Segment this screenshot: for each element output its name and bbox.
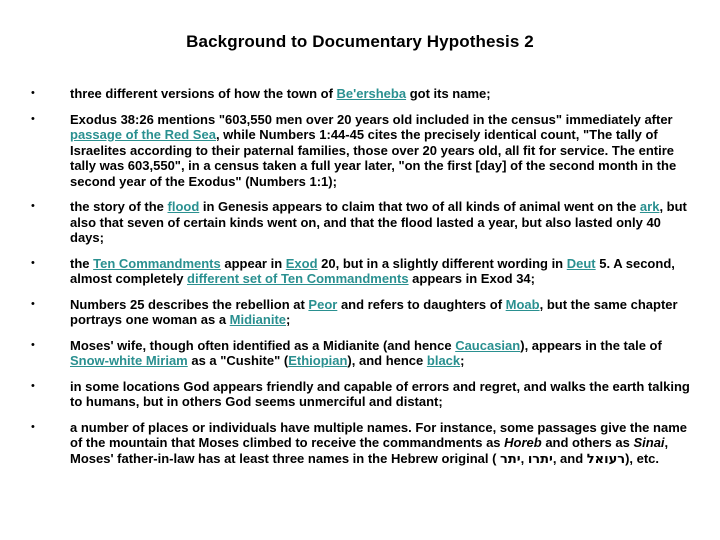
link-deut[interactable]: Deut bbox=[566, 255, 596, 271]
list-item bbox=[0, 86, 720, 102]
bullet-icon: • bbox=[31, 200, 35, 212]
item-text: Moses' wife, though often identified as a Midianite (and hence bbox=[70, 337, 456, 353]
hebrew-name: רעואל bbox=[586, 451, 626, 467]
list-item bbox=[0, 338, 720, 369]
bullet-icon: • bbox=[31, 379, 35, 392]
item-text: ), and hence bbox=[347, 353, 427, 368]
italic-term: Sinai bbox=[633, 435, 665, 450]
item-text: three different versions of how the town of bbox=[70, 86, 337, 101]
item-text: , bbox=[520, 450, 528, 466]
item-text: the story of the bbox=[70, 199, 168, 214]
hebrew-name: יתרו bbox=[527, 451, 553, 467]
item-text: a number of places or individuals have multiple names. For instance, some passages give the name of the mountain that Moses climbed to receive the commandments as bbox=[70, 419, 687, 450]
list-item bbox=[0, 420, 720, 468]
item-text: Numbers 25 describes the rebellion at bbox=[70, 296, 309, 312]
list-item bbox=[0, 379, 720, 410]
item-text: in some locations God appears friendly and capable of errors and regret, and walks the earth talking to humans, but in others God seems unmerciful and distant; bbox=[70, 378, 690, 409]
link-caucasian[interactable]: Caucasian bbox=[455, 337, 521, 353]
link-passage-of-the-red-sea[interactable]: passage of the Red Sea bbox=[70, 127, 216, 142]
item-text: ), appears in the tale of bbox=[520, 337, 662, 353]
link-peor[interactable]: Peor bbox=[308, 296, 338, 312]
item-text: appears in Exod 34; bbox=[408, 271, 535, 286]
item-text: , Moses' father-in-law has at least three names in the Hebrew original ( bbox=[70, 435, 669, 466]
item-text: , while Numbers 1:44-45 cites the precisely identical count, "The tally of Israelites according to their paternal families, those over 20 years old, all fit for service. The entire tally was 603,550", in a census taken a full year later, "on the first [day] of the second month in the second year of the Exodus" (Numbers 1:1); bbox=[70, 127, 677, 189]
list-item bbox=[0, 256, 720, 287]
item-text: , but the same chapter portrays one woman as a bbox=[70, 296, 678, 327]
link-ethiopian[interactable]: Ethiopian bbox=[288, 353, 348, 368]
item-text: appear in bbox=[220, 255, 286, 271]
link-different-set-of-ten-commandments[interactable]: different set of Ten Commandments bbox=[187, 271, 409, 286]
link-ten-commandments[interactable]: Ten Commandments bbox=[93, 255, 221, 271]
list-item bbox=[0, 297, 720, 328]
bullet-icon: • bbox=[31, 297, 35, 310]
bullet-icon: • bbox=[31, 420, 35, 433]
item-text: in Genesis appears to claim that two of all kinds of animal went on the bbox=[199, 199, 640, 214]
link-midianite[interactable]: Midianite bbox=[229, 312, 287, 327]
item-text: ), etc. bbox=[625, 450, 660, 466]
item-text: ; bbox=[286, 312, 291, 327]
item-text: 20, but in a slightly different wording in bbox=[317, 255, 567, 271]
link-black[interactable]: black bbox=[426, 353, 461, 368]
link-snow-white-miriam[interactable]: Snow-white Miriam bbox=[70, 353, 188, 368]
item-text: , and bbox=[552, 450, 587, 466]
item-text: the bbox=[70, 255, 94, 271]
bullet-icon: • bbox=[31, 112, 35, 125]
link-exod[interactable]: Exod bbox=[285, 255, 318, 271]
item-text: , but also that seven of certain kinds went on, and that the flood lasted a year, but also lasted only 40 days; bbox=[70, 199, 687, 245]
item-text: got its name; bbox=[406, 86, 491, 101]
list-item bbox=[0, 112, 720, 190]
link-be-ersheba[interactable]: Be'ersheba bbox=[336, 86, 407, 101]
link-moab[interactable]: Moab bbox=[505, 296, 540, 312]
hebrew-name: יתר bbox=[500, 451, 521, 467]
item-text: Exodus 38:26 mentions "603,550 men over 20 years old included in the census" immediately after bbox=[70, 111, 673, 127]
list-item bbox=[0, 199, 720, 246]
item-text: ; bbox=[460, 353, 465, 368]
link-ark[interactable]: ark bbox=[639, 199, 660, 214]
bullet-icon: • bbox=[31, 87, 35, 99]
item-text: as a "Cushite" ( bbox=[187, 353, 289, 368]
link-flood[interactable]: flood bbox=[167, 199, 200, 214]
item-text: and refers to daughters of bbox=[337, 296, 506, 312]
bullet-icon: • bbox=[31, 338, 35, 351]
italic-term: Horeb bbox=[504, 435, 542, 450]
page-title: Background to Documentary Hypothesis 2 bbox=[186, 32, 534, 51]
bullet-icon: • bbox=[31, 256, 35, 269]
item-text: and others as bbox=[541, 435, 634, 450]
item-text: 5. A second, almost completely bbox=[70, 255, 675, 286]
bullet-list bbox=[0, 86, 720, 477]
